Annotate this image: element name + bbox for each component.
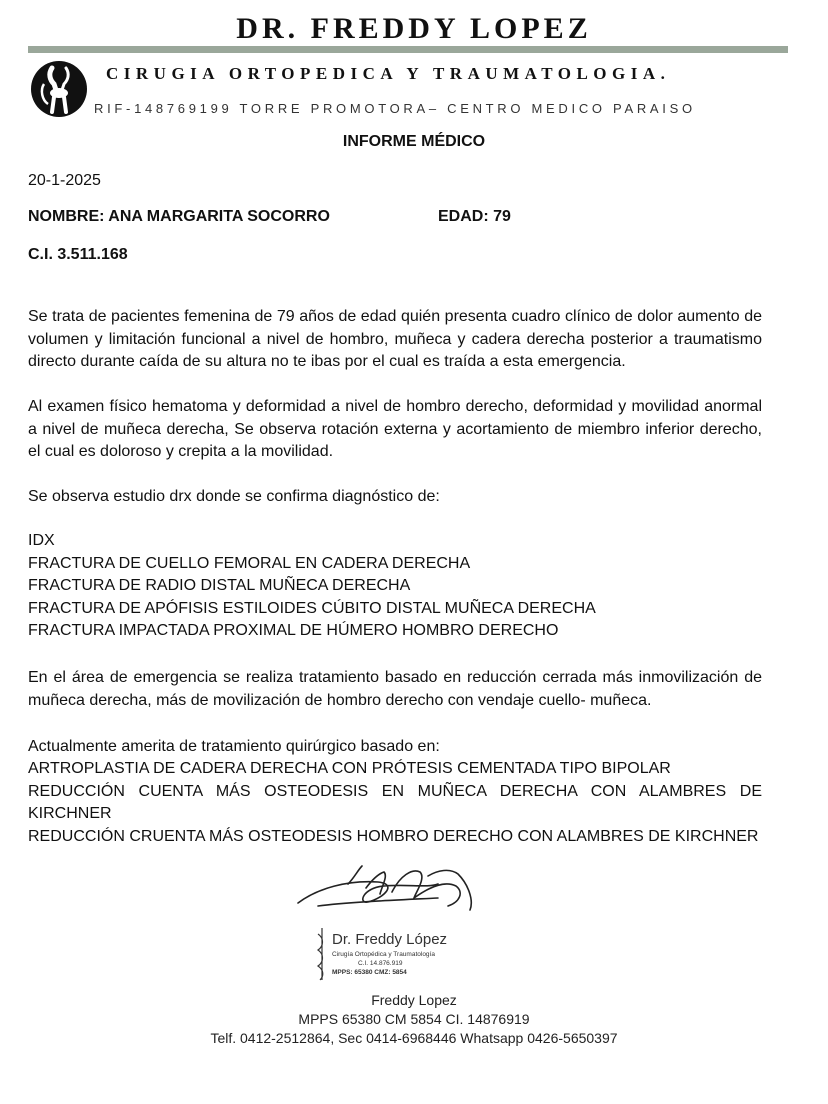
idx-label: IDX (28, 532, 55, 549)
treatment-list (28, 758, 762, 848)
surgical-intro: Actualmente amerita de tratamiento quirúrgico basado en: (28, 738, 440, 755)
treatment-item: ARTROPLASTIA DE CADERA DERECHA CON PRÓTESIS CEMENTADA TIPO BIPOLAR (28, 760, 671, 777)
stamp-specialty: Cirugía Ortopédica y Traumatología (332, 951, 435, 958)
report-date: 20-1-2025 (28, 172, 101, 189)
footer-doctor-name: Freddy Lopez (371, 992, 457, 1008)
doctor-name-title: DR. FREDDY LOPEZ (236, 12, 592, 45)
diagnosis-item: FRACTURA DE APÓFISIS ESTILOIDES CÚBITO DISTAL MUÑECA DERECHA (28, 599, 596, 617)
diagnosis-item: FRACTURA DE CUELLO FEMORAL EN CADERA DERECHA (28, 554, 471, 572)
footer-phones: Telf. 0412-2512864, Sec 0414-6968446 Whatsapp 0426-5650397 (210, 1030, 618, 1046)
doctor-stamp (318, 928, 447, 980)
footer-credentials: MPPS 65380 CM 5854 CI. 14876919 (298, 1011, 530, 1027)
patient-age: EDAD: 79 (438, 208, 511, 225)
doctor-signature-stamp (288, 858, 488, 988)
clinical-history-paragraph: Se trata de pacientes femenina de 79 años de edad quién presenta cuadro clínico de dolor aumento de volumen y limitación funcional a nivel de hombro, muñeca y cadera derecha posterior a traumatismo directo durante caída de su altura no te ibas por el cual es traída a esta emergencia. (28, 308, 762, 370)
stamp-name: Dr. Freddy López (332, 931, 448, 948)
physical-exam-paragraph: Al examen físico hematoma y deformidad a nivel de hombro derecho, deformidad y movilidad anormal a nivel de muñeca derecha, Se observa rotación externa y acortamiento de miembro inferior derecho, el cual es doloroso y crepita a la movilidad. (28, 398, 762, 460)
clinic-address: RIF-148769199 TORRE PROMOTORA– CENTRO MEDICO PARAISO (94, 101, 696, 116)
diagnosis-item: FRACTURA IMPACTADA PROXIMAL DE HÚMERO HOMBRO DERECHO (28, 622, 559, 639)
patient-ci: C.I. 3.511.168 (28, 246, 128, 263)
orthopedic-joint-logo-icon (30, 60, 88, 118)
emergency-treatment-paragraph: En el área de emergencia se realiza tratamiento basado en reducción cerrada más inmovilización de muñeca derecha, más de movilización de hombro derecho con vendaje cuello- muñeca. (28, 669, 762, 709)
study-paragraph: Se observa estudio drx donde se confirma diagnóstico de: (28, 488, 440, 505)
treatment-item: REDUCCIÓN CRUENTA MÁS OSTEODESIS HOMBRO DERECHO CON ALAMBRES DE KIRCHNER (28, 827, 759, 845)
header-rule (28, 46, 788, 53)
stamp-registration: MPPS: 65380 CMZ: 5854 (332, 969, 407, 976)
report-title: INFORME MÉDICO (342, 133, 486, 150)
diagnosis-list (28, 530, 596, 643)
diagnosis-item: FRACTURA DE RADIO DISTAL MUÑECA DERECHA (28, 577, 411, 594)
stamp-ci: C.I. 14.876.919 (358, 960, 403, 967)
specialty-subtitle: CIRUGIA ORTOPEDICA Y TRAUMATOLOGIA. (106, 64, 671, 83)
patient-name: NOMBRE: ANA MARGARITA SOCORRO (28, 208, 330, 225)
handwritten-signature (298, 866, 471, 910)
treatment-item: REDUCCIÓN CUENTA MÁS OSTEODESIS EN MUÑECA DERECHA CON ALAMBRES DE KIRCHNER (28, 782, 762, 822)
